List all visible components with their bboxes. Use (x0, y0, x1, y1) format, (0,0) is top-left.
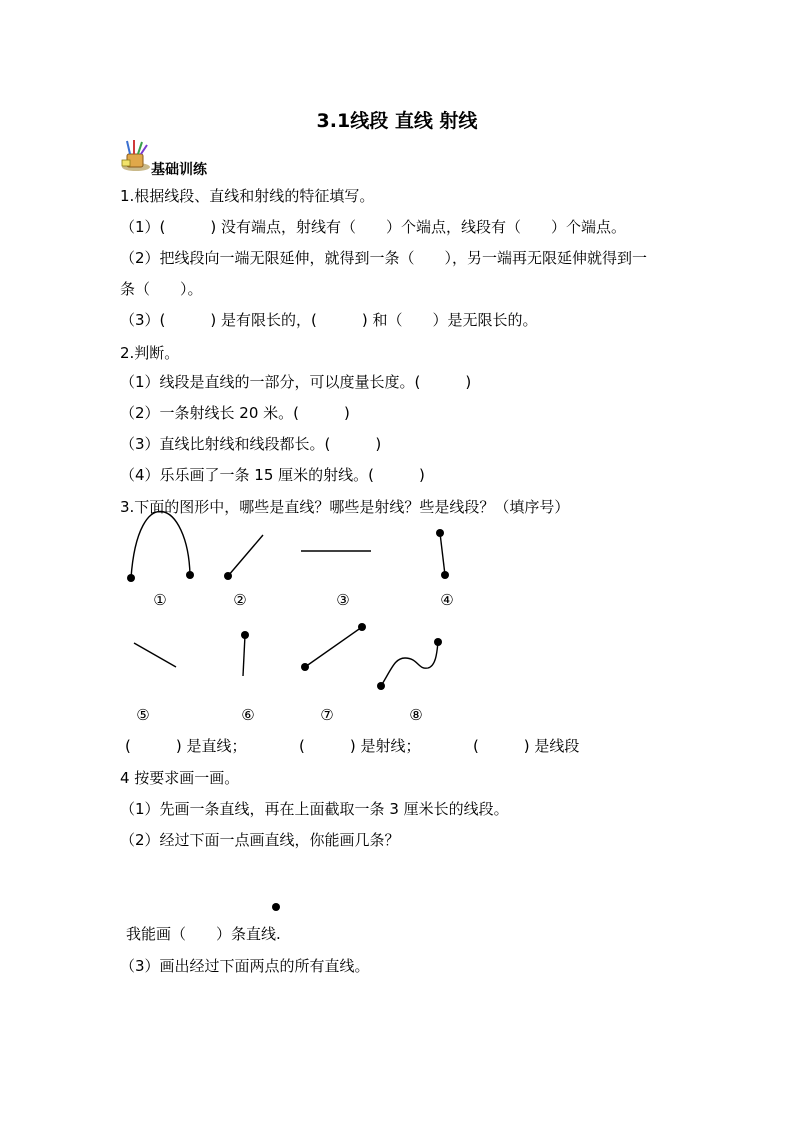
q3-answer-line: ( ) 是直线； ( ) 是射线； ( ) 是线段 (125, 737, 580, 755)
q4-item-1: （1）先画一条直线，再在上面截取一条 3 厘米长的线段。 (120, 800, 509, 818)
figure-label-8: ⑧ (409, 706, 423, 724)
page-title: 3.1线段 直线 射线 (316, 110, 478, 132)
figure-6-ray (241, 631, 249, 676)
q1-item-1: （1）( ) 没有端点，射线有（ ）个端点，线段有（ ）个端点。 (120, 218, 627, 236)
q4-heading: 4 按要求画一画。 (120, 769, 240, 787)
figure-1-curve (127, 511, 194, 582)
figure-label-4: ④ (440, 591, 454, 609)
figure-label-3: ③ (336, 591, 350, 609)
figure-5-line (134, 643, 176, 667)
figure-label-2: ② (233, 591, 247, 609)
q1-item-2a: （2）把线段向一端无限延伸，就得到一条（ ），另一端再无限延伸就得到一 (120, 249, 648, 267)
figure-7-segment (301, 623, 366, 671)
q4-single-point (272, 903, 280, 911)
figure-label-6: ⑥ (241, 706, 255, 724)
q2-item-3: （3）直线比射线和线段都长。( ) (120, 435, 382, 453)
q1-item-2b: 条（ ）。 (120, 280, 203, 298)
q1-heading: 1.根据线段、直线和射线的特征填写。 (120, 187, 375, 205)
q4-item-3: （3）画出经过下面两点的所有直线。 (120, 957, 370, 975)
figure-4-segment (436, 529, 449, 579)
q2-item-1: （1）线段是直线的一部分，可以度量长度。( ) (120, 373, 472, 391)
q4-item-2-answer: 我能画（ ）条直线. (126, 925, 281, 943)
figure-label-1: ① (153, 591, 167, 609)
section-heading: 基础训练 (151, 162, 207, 178)
figure-label-5: ⑤ (136, 706, 150, 724)
q3-heading: 3.下面的图形中，哪些是直线？哪些是射线？些是线段？（填序号） (120, 498, 570, 516)
figure-8-curve (377, 638, 442, 690)
q4-item-2: （2）经过下面一点画直线，你能画几条？ (120, 831, 400, 849)
q2-item-2: （2）一条射线长 20 米。( ) (120, 404, 350, 422)
q2-item-4: （4）乐乐画了一条 15 厘米的射线。( ) (120, 466, 425, 484)
figure-label-7: ⑦ (320, 706, 334, 724)
q2-heading: 2.判断。 (120, 344, 180, 362)
figure-2-ray (224, 535, 263, 580)
q1-item-3: （3）( ) 是有限长的，( ) 和（ ）是无限长的。 (120, 311, 538, 329)
